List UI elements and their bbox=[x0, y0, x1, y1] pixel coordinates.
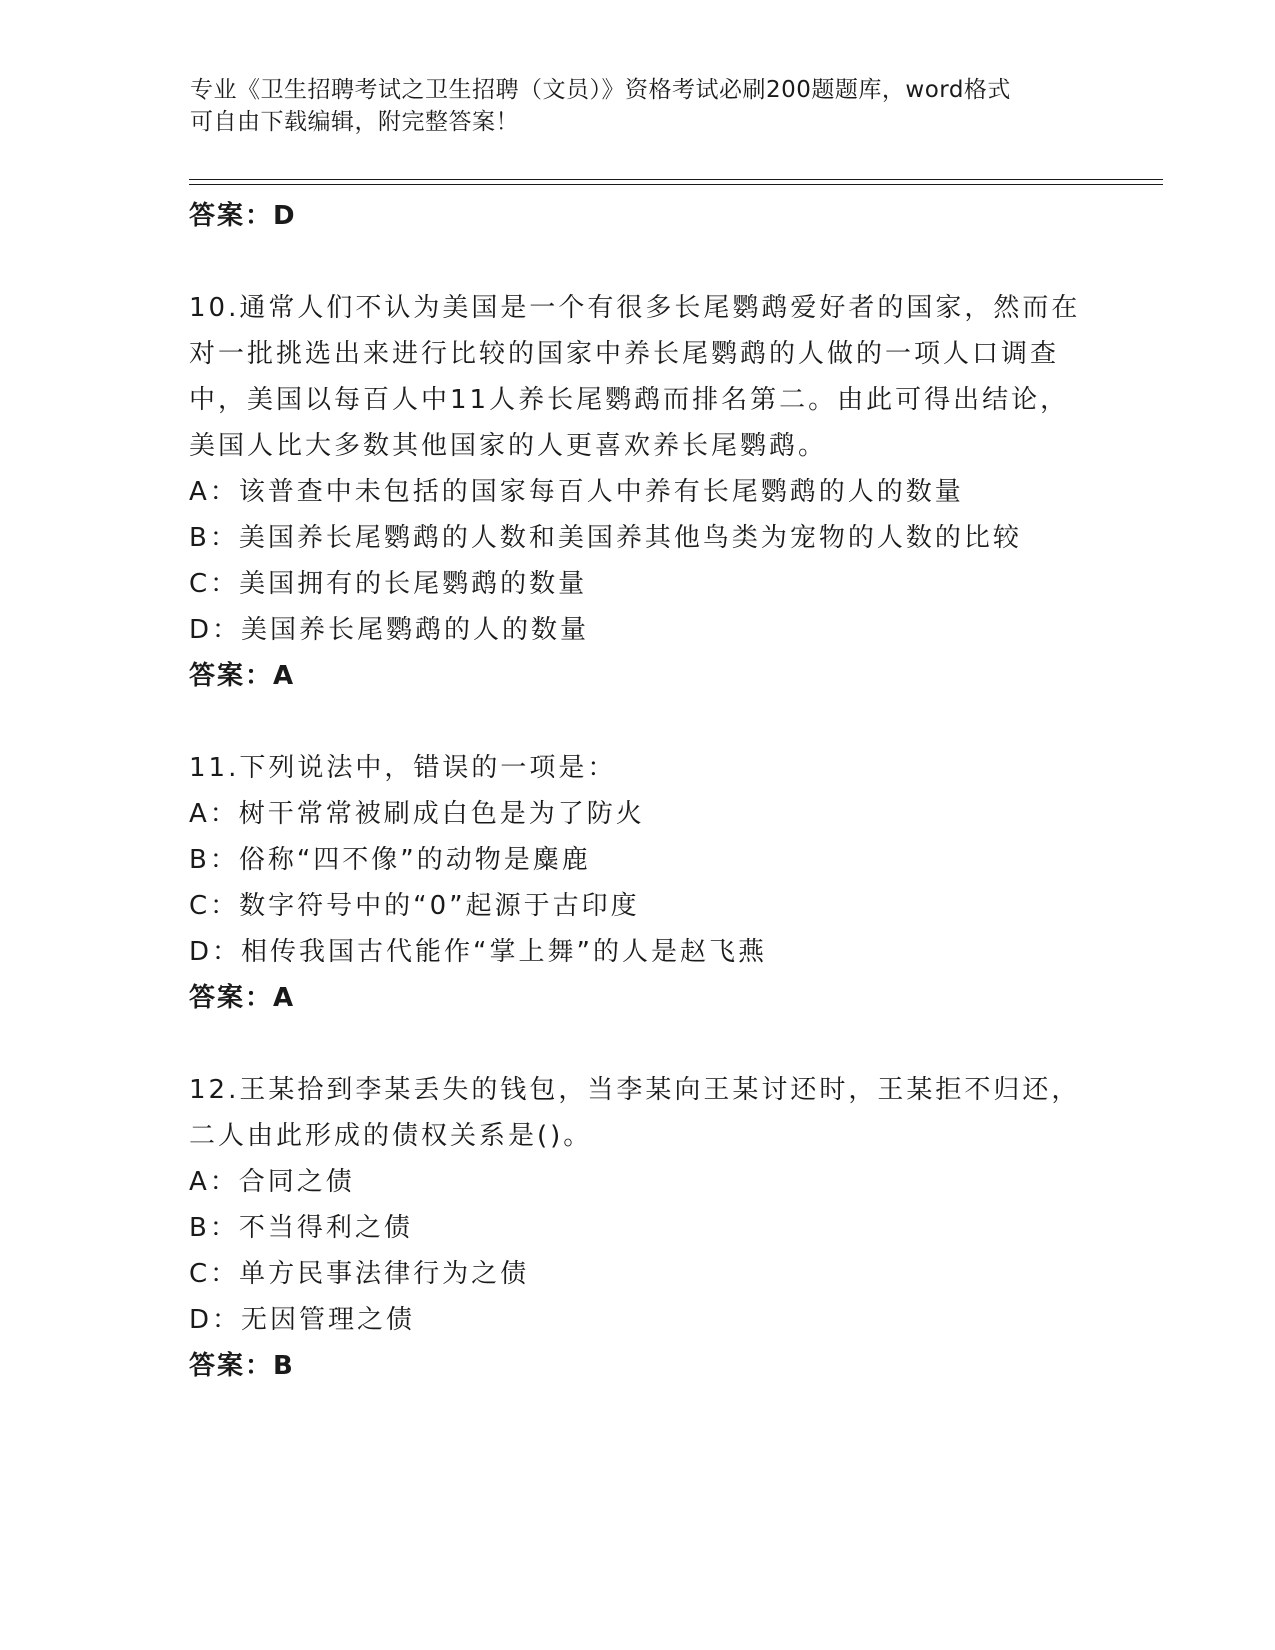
option-a: A：该普查中未包括的国家每百人中养有长尾鹦鹉的人的数量 bbox=[189, 477, 964, 507]
option-a: A：树干常常被刷成白色是为了防火 bbox=[189, 799, 645, 829]
option-a: A：合同之债 bbox=[189, 1167, 355, 1197]
option-d: D：美国养长尾鹦鹉的人的数量 bbox=[189, 615, 590, 645]
question-stem-line: 对一批挑选出来进行比较的国家中养长尾鹦鹉的人做的一项人口调查 bbox=[189, 339, 1060, 369]
question-12 bbox=[189, 1067, 1089, 1389]
option-b: B：美国养长尾鹦鹉的人数和美国养其他鸟类为宠物的人数的比较 bbox=[189, 523, 1022, 553]
option-b: B：不当得利之债 bbox=[189, 1213, 413, 1243]
option-d: D：无因管理之债 bbox=[189, 1305, 416, 1335]
question-stem-line: 10.通常人们不认为美国是一个有很多长尾鹦鹉爱好者的国家，然而在 bbox=[189, 293, 1081, 323]
header-rule-top bbox=[189, 179, 1163, 180]
question-stem-line: 二人由此形成的债权关系是()。 bbox=[189, 1121, 593, 1151]
spacer bbox=[189, 699, 1089, 745]
header-line-1: 专业《卫生招聘考试之卫生招聘（文员）》资格考试必刷200题题库，word格式 bbox=[190, 77, 1011, 103]
answer-line: 答案：B bbox=[189, 1351, 295, 1381]
spacer bbox=[189, 1021, 1089, 1067]
option-b: B：俗称“四不像”的动物是麋鹿 bbox=[189, 845, 591, 875]
previous-answer: 答案：D bbox=[189, 201, 297, 231]
question-stem-line: 11.下列说法中，错误的一项是： bbox=[189, 753, 617, 783]
option-c: C：美国拥有的长尾鹦鹉的数量 bbox=[189, 569, 588, 599]
question-stem-line: 美国人比大多数其他国家的人更喜欢养长尾鹦鹉。 bbox=[189, 431, 828, 461]
question-10 bbox=[189, 285, 1089, 699]
answer-line: 答案：A bbox=[189, 661, 296, 691]
option-c: C：数字符号中的“0”起源于古印度 bbox=[189, 891, 640, 921]
document-body bbox=[189, 193, 1089, 1389]
option-c: C：单方民事法律行为之债 bbox=[189, 1259, 530, 1289]
header-rule-bottom bbox=[189, 184, 1163, 185]
header-line-2: 可自由下载编辑，附完整答案！ bbox=[190, 109, 519, 135]
question-stem-line: 中，美国以每百人中11人养长尾鹦鹉而排名第二。由此可得出结论， bbox=[189, 385, 1070, 415]
answer-line: 答案：A bbox=[189, 983, 296, 1013]
option-d: D：相传我国古代能作“掌上舞”的人是赵飞燕 bbox=[189, 937, 767, 967]
spacer bbox=[189, 239, 1089, 285]
question-stem-line: 12.王某拾到李某丢失的钱包，当李某向王某讨还时，王某拒不归还， bbox=[189, 1075, 1081, 1105]
document-header bbox=[190, 74, 1090, 138]
question-11 bbox=[189, 745, 1089, 1021]
